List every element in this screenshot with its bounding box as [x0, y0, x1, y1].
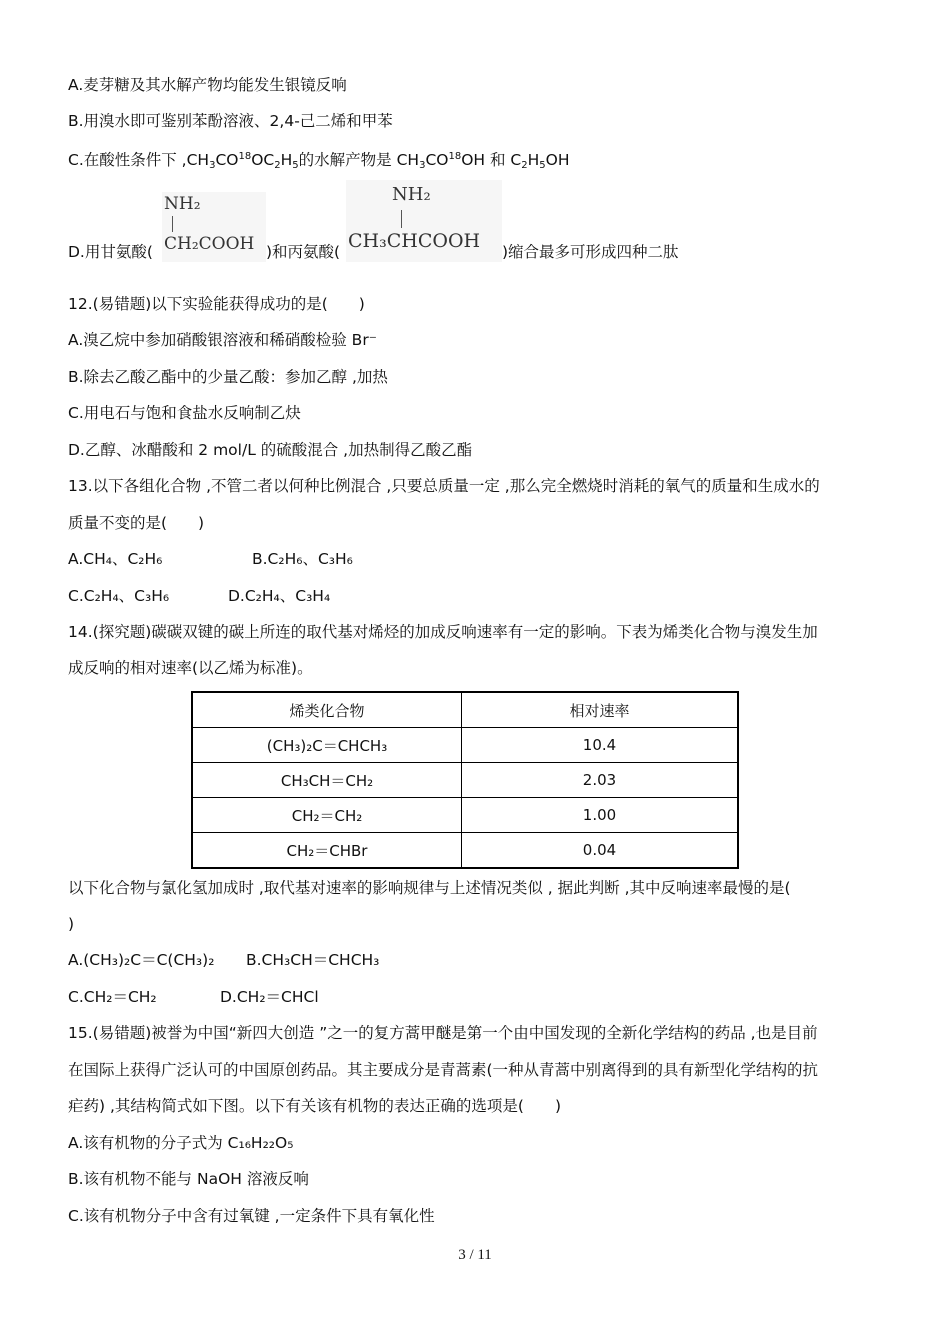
q12-option-d: D.乙醇、冰醋酸和 2 mol/L 的硫酸混合 ,加热制得乙酸乙酯 [68, 441, 473, 459]
q11-option-a: A.麦芽糖及其水解产物均能发生银镜反响 [68, 76, 347, 94]
q15-stem-line2: 在国际上获得广泛认可的中国原创药品。其主要成分是青蒿素(一种从青蒿中别离得到的具有新型化学结构的抗 [68, 1061, 819, 1079]
table-cell: CH₃CH＝CH₂ [192, 763, 462, 798]
table-cell: CH₂＝CHBr [192, 833, 462, 869]
q11-option-c: C.在酸性条件下 $,CH_3CO^{18}OC_2H_5$的水解产物是 $CH_3CO^{18}OH$ 和 $C_2H_5OH$ [68, 151, 570, 171]
q14-option-b: B.CH₃CH＝CHCH₃ [246, 951, 380, 969]
table-cell: 10.4 [462, 728, 739, 763]
table-row [192, 833, 738, 869]
q14-stem-line4: ) [68, 915, 75, 933]
q14-option-d: D.CH₂＝CHCl [220, 988, 319, 1006]
q15-option-b: B.该有机物不能与 NaOH 溶液反响 [68, 1170, 309, 1188]
rate-table [191, 691, 739, 869]
q15-option-a: A.该有机物的分子式为 C₁₆H₂₂O₅ [68, 1134, 294, 1152]
q11-option-d-suffix: )缩合最多可形成四种二肽 [502, 243, 679, 261]
table-header: 相对速率 [462, 692, 739, 728]
page-number: 3 / 11 [458, 1247, 492, 1263]
table-row [192, 763, 738, 798]
q11-option-d-middle: )和丙氨酸( [266, 243, 341, 261]
table-row [192, 798, 738, 833]
q12-stem: 12.(易错题)以下实验能获得成功的是( ) [68, 295, 365, 313]
q12-option-b: B.除去乙酸乙酯中的少量乙酸：参加乙醇 ,加热 [68, 368, 388, 386]
q14-stem-line3: 以下化合物与氯化氢加成时 ,取代基对速率的影响规律与上述情况类似 , 据此判断 ,其中反响速率最慢的是( [68, 879, 791, 897]
q13-stem-line2: 质量不变的是( ) [68, 514, 205, 532]
table-header-row [192, 692, 738, 728]
alanine-structure: NH₂ CH₃CHCOOH [346, 180, 502, 262]
q13-option-a: A.CH₄、C₂H₆ [68, 550, 163, 568]
q13-option-c: C.C₂H₄、C₃H₆ [68, 587, 170, 605]
glycine-structure: NH₂ CH₂COOH [162, 192, 266, 262]
q11-option-b: B.用溴水即可鉴别苯酚溶液、2,4-己二烯和甲苯 [68, 112, 393, 130]
table-cell: 1.00 [462, 798, 739, 833]
table-row [192, 728, 738, 763]
q13-stem-line1: 13.以下各组化合物 ,不管二者以何种比例混合 ,只要总质量一定 ,那么完全燃烧时消耗的氧气的质量和生成水的 [68, 477, 820, 495]
table-cell: CH₂＝CH₂ [192, 798, 462, 833]
table-cell: 2.03 [462, 763, 739, 798]
q12-option-c: C.用电石与饱和食盐水反响制乙炔 [68, 404, 301, 422]
q14-option-c: C.CH₂＝CH₂ [68, 988, 157, 1006]
table-cell: 0.04 [462, 833, 739, 869]
q15-stem-line1: 15.(易错题)被誉为中国“新四大创造 ”之一的复方蒿甲醚是第一个由中国发现的全新化学结构的药品 ,也是目前 [68, 1024, 818, 1042]
table-cell: (CH₃)₂C＝CHCH₃ [192, 728, 462, 763]
q12-option-a: A.溴乙烷中参加硝酸银溶液和稀硝酸检验 Br⁻ [68, 331, 377, 349]
q15-option-c: C.该有机物分子中含有过氧键 ,一定条件下具有氧化性 [68, 1207, 435, 1225]
q13-option-b: B.C₂H₆、C₃H₆ [252, 550, 353, 568]
q14-stem-line2: 成反响的相对速率(以乙烯为标准)。 [68, 659, 313, 677]
q14-stem-line1: 14.(探究题)碳碳双键的碳上所连的取代基对烯烃的加成反响速率有一定的影响。下表为烯类化合物与溴发生加 [68, 623, 818, 641]
q14-option-a: A.(CH₃)₂C＝C(CH₃)₂ [68, 951, 215, 969]
q11-option-d-prefix: D.用甘氨酸( [68, 243, 153, 261]
table-header: 烯类化合物 [192, 692, 462, 728]
q15-stem-line3: 疟药) ,其结构简式如下图。以下有关该有机物的表达正确的选项是( ) [68, 1097, 561, 1115]
q13-option-d: D.C₂H₄、C₃H₄ [228, 587, 331, 605]
